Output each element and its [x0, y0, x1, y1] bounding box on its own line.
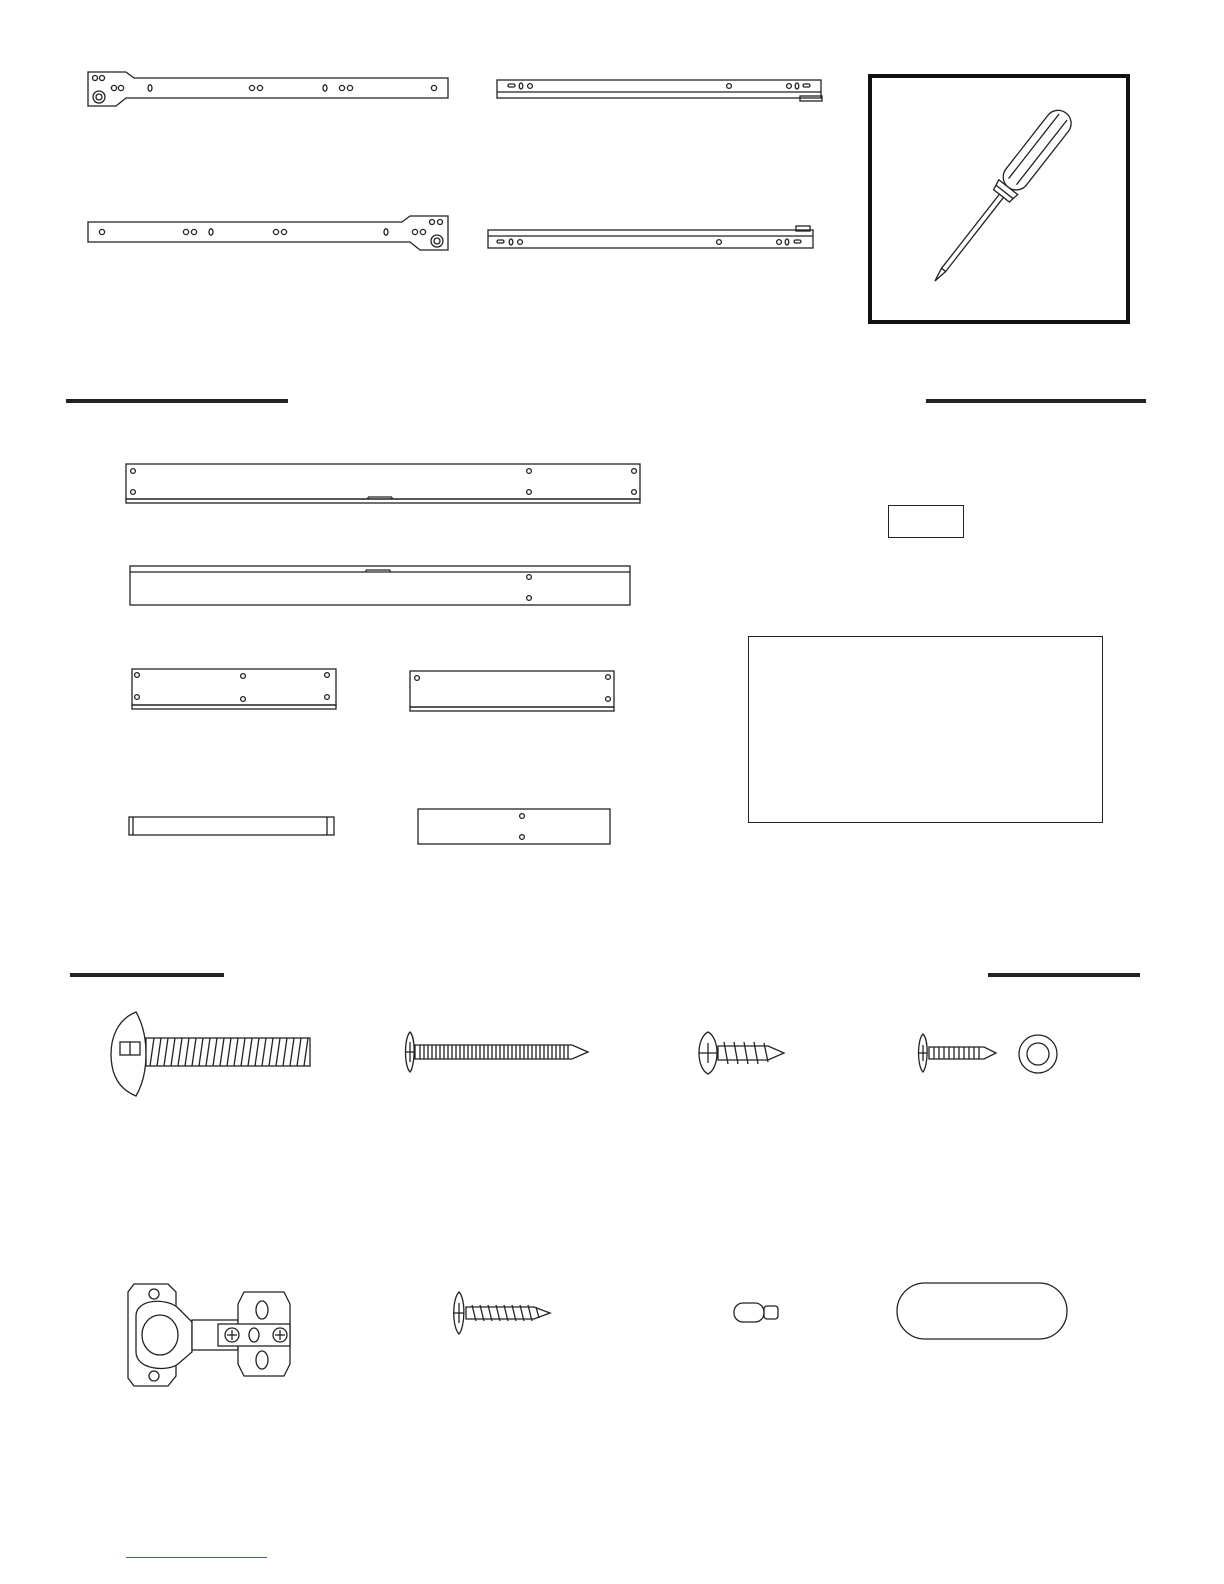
large-board-icon [748, 636, 1103, 823]
small-panel-icon [416, 807, 614, 847]
short-screw-icon [696, 1030, 788, 1076]
drawer-slide-right-icon [485, 224, 817, 254]
wood-screw-icon [450, 1290, 554, 1336]
short-panel-left-icon [130, 667, 340, 713]
long-screw-icon [402, 1030, 594, 1074]
rail-strip-icon [127, 815, 337, 839]
small-rectangle-part-icon [888, 505, 964, 538]
drawer-slide-left-icon [494, 76, 826, 106]
bolt-icon [108, 1010, 318, 1102]
section-heading-bar-left [70, 973, 224, 977]
long-panel-front-icon [124, 462, 644, 506]
screw-with-washer-icon [914, 1032, 1062, 1078]
tool-box [868, 74, 1130, 324]
handle-icon [894, 1280, 1070, 1342]
short-panel-right-icon [408, 669, 618, 715]
section-heading-bar-right [988, 973, 1140, 977]
section-heading-bar-right [926, 399, 1146, 403]
section-heading-bar-left [66, 399, 288, 403]
cabinet-slide-right-icon [86, 214, 450, 254]
footer-link-underline[interactable] [126, 1557, 267, 1558]
concealed-hinge-icon [126, 1280, 296, 1392]
cabinet-slide-left-icon [86, 70, 450, 110]
shelf-pin-icon [730, 1300, 784, 1326]
long-panel-back-icon [128, 564, 634, 608]
screwdriver-icon [872, 78, 1126, 320]
